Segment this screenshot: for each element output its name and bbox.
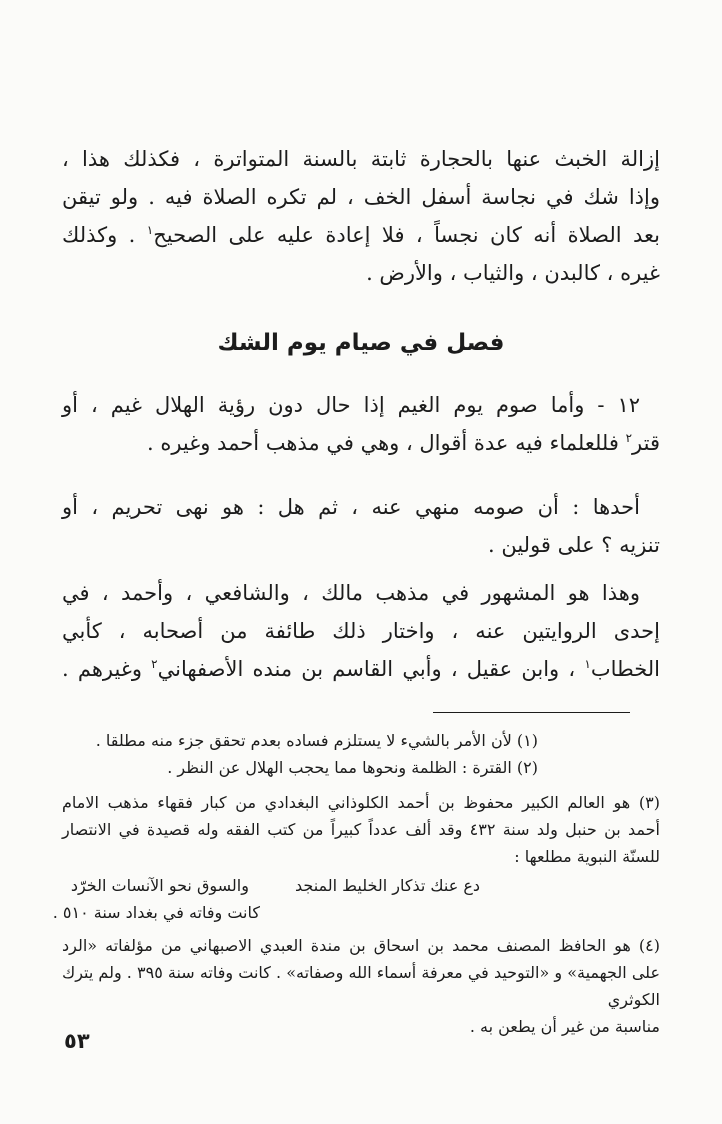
footnote-1: (١) لأن الأمر بالشيء لا يستلزم فساده بعدم تحقق جزء منه مطلقا . xyxy=(95,731,538,750)
text-line: وهذا هو المشهور في مذهب مالك ، والشافعي ، وأحمد ، في xyxy=(62,581,640,605)
paragraph-3 xyxy=(62,488,660,564)
footnote-line: (٣) هو العالم الكبير محفوظ بن أحمد الكلوذاني البغدادي من كبار فقهاء مذهب الامام xyxy=(62,793,660,812)
text-segment: فللعلماء فيه عدة أقوال ، وهي في مذهب أحمد وغيره . xyxy=(146,431,626,455)
text-line xyxy=(62,650,660,688)
footnote-line: (٤) هو الحافظ المصنف محمد بن اسحاق بن مندة العبدي الاصبهاني من مؤلفاته «الرد xyxy=(62,936,660,955)
text-segment: بعد الصلاة أنه كان نجساً ، فلا إعادة عليه على الصحيح xyxy=(153,223,660,247)
section-heading: فصل في صيام يوم الشك xyxy=(217,329,505,356)
text-line: تنزيه ؟ على قولين . xyxy=(488,533,660,557)
body-text xyxy=(62,140,660,688)
text-line: ١٢ - وأما صوم يوم الغيم إذا حال دون رؤية الهلال غيم ، أو xyxy=(62,393,640,417)
footnote-line: للسنّة النبوية مطلعها : xyxy=(514,847,660,866)
text-line: وإذا شك في نجاسة أسفل الخف ، لم تكره الصلاة فيه . ولو تيقن xyxy=(62,185,660,209)
text-line: إحدى الروايتين عنه ، واختار ذلك طائفة من أصحابه ، كأبي xyxy=(62,619,660,643)
footnote-marker-1: ١ xyxy=(584,657,591,671)
verse-hemistich-right: دع عنك تذكار الخليط المنجد xyxy=(294,876,480,895)
footnote-marker-2: ٢ xyxy=(625,431,633,445)
paragraph-1 xyxy=(62,140,660,292)
footnote-line: أحمد بن حنبل ولد سنة ٤٣٢ وقد ألف عدداً كبيراً من كتب الفقه وله قصيدة في الانتصار xyxy=(62,820,660,839)
poetry-verse xyxy=(62,872,660,899)
footnote-3 xyxy=(52,789,660,926)
footnote-2: (٢) القترة : الظلمة ونحوها مما يحجب الهلال عن النظر . xyxy=(167,758,538,777)
text-line: غيره ، كالبدن ، والثياب ، والأرض . xyxy=(366,261,660,285)
footnote-divider xyxy=(433,712,630,713)
verse-hemistich-left: والسوق نحو الآنسات الخرّد xyxy=(70,876,249,895)
text-segment: . وكذلك xyxy=(62,223,147,247)
footnote-line: مناسبة من غير أن يطعن به . xyxy=(469,1017,660,1036)
footnote-marker-1: ١ xyxy=(146,223,154,237)
text-segment: قتر xyxy=(632,431,660,455)
footnote-marker-2: ٢ xyxy=(151,657,158,671)
text-segment: ، وابن عقيل ، وأبي القاسم بن منده الأصفهاني xyxy=(157,657,585,681)
footnotes-section xyxy=(52,727,660,1040)
text-line xyxy=(62,216,660,254)
text-line: أحدها : أن صومه منهي عنه ، ثم هل : هو نهى تحريم ، أو xyxy=(62,495,640,519)
text-segment: وغيرهم . xyxy=(62,657,152,681)
text-segment: الخطاب xyxy=(590,657,660,681)
footnote-line: كانت وفاته في بغداد سنة ٥١٠ . xyxy=(52,903,260,922)
page-number: ٥٣ xyxy=(64,1028,90,1053)
text-line: إزالة الخبث عنها بالحجارة ثابتة بالسنة المتواترة ، فكذلك هذا ، xyxy=(62,147,660,171)
text-line xyxy=(62,424,660,462)
footnote-line: على الجهمية» و «التوحيد في معرفة أسماء الله وصفاته» . كانت وفاته سنة ٣٩٥ . ولم يترك الكوثري xyxy=(62,963,660,1009)
footnote-4 xyxy=(62,932,660,1040)
paragraph-4 xyxy=(62,574,660,688)
paragraph-2 xyxy=(62,386,660,462)
